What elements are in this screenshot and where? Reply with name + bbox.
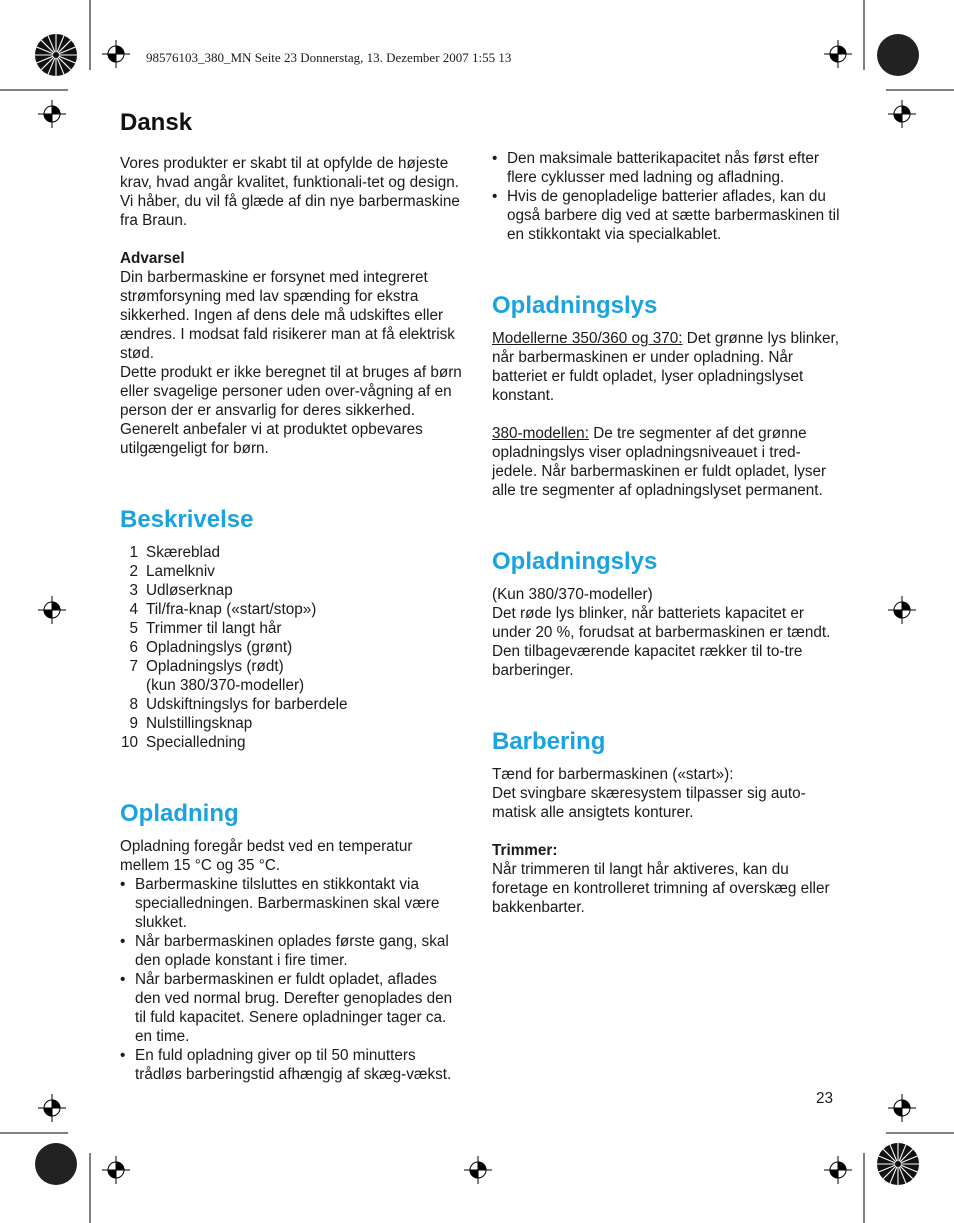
list-item: 4 Til/fra-knap («start/stop») [129, 601, 317, 618]
description-heading: Beskrivelse [120, 506, 254, 533]
starburst-icon [35, 1143, 77, 1185]
list-item: • Når barbermaskinen er fuldt opladet, aflades den ved normal brug. Derefter genoplades den til fuld kapacitet. Senere opladninger tager ca. en time. [120, 970, 465, 1046]
shaving-text-2: Det svingbare skæresystem tilpasser sig auto-matisk alle ansigtets konturer. [492, 785, 806, 821]
charge-light-heading: Opladningslys [492, 292, 658, 319]
list-item: • En fuld opladning giver op til 50 minutters trådløs barberingstid afhængig af skæg-vækst. [120, 1046, 465, 1084]
list-item: 5 Trimmer til langt hår [129, 620, 282, 637]
intro-text: Vores produkter er skabt til at opfylde de højeste krav, hvad angår kvalitet, funktionali-tet og design. Vi håber, du vil få glæde af din nye barbermaskine fra Braun. [120, 155, 460, 229]
list-item: 6 Opladningslys (grønt) [129, 639, 293, 656]
list-item: 1 Skæreblad [129, 544, 220, 561]
charge-light-red-note: (Kun 380/370-modeller) [492, 586, 653, 603]
charge-light-red-text: Det røde lys blinker, når batteriets kapacitet er under 20 %, forudsat at barbermaskinen er tændt. Den tilbageværende kapacitet rækker til to-tre barberinger. [492, 605, 831, 679]
charging-bullets [120, 875, 465, 1084]
shaving-heading: Barbering [492, 728, 606, 755]
list-item: 8 Udskiftningslys for barberdele [129, 696, 348, 713]
list-item: 3 Udløserknap [129, 582, 233, 599]
parts-list [120, 543, 465, 752]
starburst-icon [877, 34, 919, 76]
warning-heading: Advarsel [120, 250, 185, 267]
charge-light-models-text: Modellerne 350/360 og 370: Det grønne lys blinker, når barbermaskinen er under opladning. Når batteriet er fuldt opladet, lyser opladningslyset konstant. [492, 330, 839, 404]
charging-heading: Opladning [120, 800, 239, 827]
right-column [492, 149, 842, 917]
list-item: • Barbermaskine tilsluttes en stikkontakt via specialledningen. Barbermaskinen skal være slukket. [120, 875, 465, 932]
starburst-icon [35, 34, 77, 76]
warning-text-children: Dette produkt er ikke beregnet til at bruges af børn eller svagelige personer uden over-vågning af en person der er ansvarlig for deres sikkerhed. Generelt anbefaler vi at produktet opbevares utilgængeligt for børn. [120, 364, 462, 457]
warning-text: Din barbermaskine er forsynet med integreret strømforsyning med lav spænding for ekstra sikkerhed. Ingen af dens dele må udskiftes eller ændres. I modsat fald risikerer man at få elektrisk stød. [120, 269, 455, 362]
starburst-icon [877, 1143, 919, 1185]
charging-intro: Opladning foregår bedst ved en temperatur mellem 15 °C og 35 °C. [120, 838, 413, 874]
list-item: 9 Nulstillingsknap [129, 715, 253, 732]
list-item: 10 Specialledning [120, 734, 246, 751]
charge-light-380-text: 380-modellen: De tre segmenter af det grønne opladningslys viser opladningsniveauet i tred-jedele. Når barbermaskinen er fuldt opladet, lyser alle tre segmenter af opladningslyset permanent. [492, 425, 827, 499]
left-column [120, 108, 465, 1084]
print-slug: 98576103_380_MN Seite 23 Donnerstag, 13. Dezember 2007 1:55 13 [146, 50, 512, 65]
list-item: • Når barbermaskinen oplades første gang, skal den oplade konstant i fire timer. [120, 932, 465, 970]
shaving-text-1: Tænd for barbermaskinen («start»): [492, 766, 734, 783]
list-item: • Den maksimale batterikapacitet nås først efter flere cyklusser med ladning og afladning. [492, 149, 842, 187]
list-item: 2 Lamelkniv [129, 563, 215, 580]
trimmer-text: Når trimmeren til langt hår aktiveres, kan du foretage en kontrolleret trimning af overskæg eller bakkenbarter. [492, 861, 830, 916]
page-title: Dansk [120, 109, 193, 136]
list-item: • Hvis de genopladelige batterier aflades, kan du også barbere dig ved at sætte barbermaskinen til en stikkontakt via specialkablet. [492, 187, 842, 244]
trimmer-heading: Trimmer: [492, 842, 558, 859]
list-item: 7 Opladningslys (rødt) (kun 380/370-modeller) [129, 658, 305, 694]
page-number: 23 [816, 1090, 834, 1107]
charging-bullets-continued [492, 149, 842, 244]
charge-light-red-heading: Opladningslys [492, 548, 658, 575]
